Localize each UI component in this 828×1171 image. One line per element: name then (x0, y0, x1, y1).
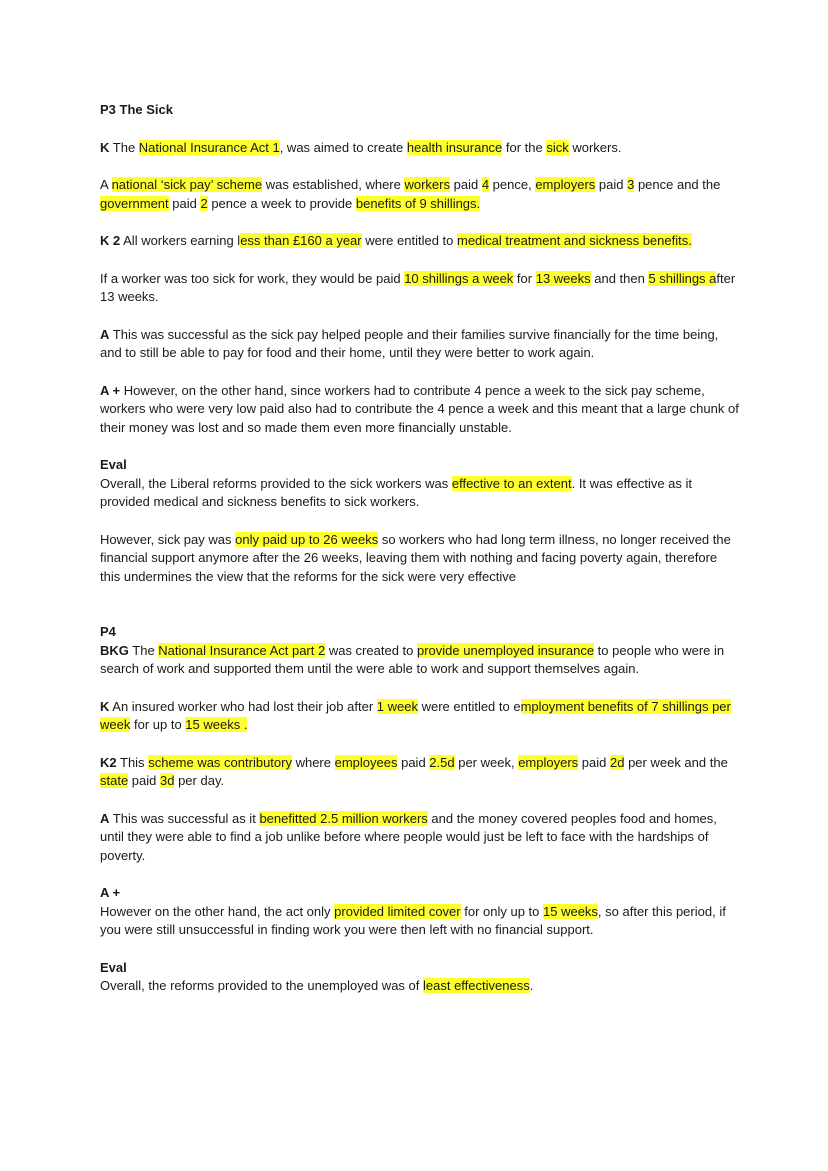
highlight: government (100, 195, 169, 211)
text-run: fter 13 weeks. (100, 270, 736, 304)
highlight: 13 weeks (535, 270, 591, 286)
paragraph-eval1 (100, 475, 740, 512)
paragraph-k1 (100, 139, 740, 158)
label-k: K (100, 139, 110, 155)
text-run: However, sick pay was (100, 531, 236, 547)
text-run: paid (595, 177, 628, 192)
highlight: only paid up to 26 weeks (235, 531, 379, 547)
paragraph-k4 (100, 754, 740, 791)
paragraph-a1plus (100, 382, 740, 438)
text-run: to people who were in search of work and supported them until the were able to work and support themselves again. (100, 642, 725, 676)
text-run: The (109, 139, 139, 155)
highlight: state (100, 773, 129, 788)
label-a-plus-2: A + (100, 885, 121, 900)
paragraph-a2plus (100, 903, 740, 940)
text-run: , so after this period, if you were still unsuccessful in finding work you were then left with no financial support. (100, 903, 726, 937)
text-run: . (529, 978, 534, 993)
highlight: mployment benefits of 7 shillings per week (100, 698, 731, 732)
highlight: 2.5d (429, 754, 455, 770)
text-run: pence and the (634, 177, 721, 192)
text-run: Overall, the reforms provided to the unemployed was of (100, 978, 423, 993)
highlight: workers (404, 177, 450, 192)
highlight: 4 (481, 177, 490, 192)
text-run: where (291, 754, 335, 770)
text-run: paid (578, 754, 610, 770)
paragraph-k2 (100, 232, 740, 251)
label-a: A (100, 326, 110, 342)
highlight: 5 shillings a (648, 270, 717, 286)
highlight: sick (546, 139, 569, 155)
label-k2: K2 (100, 754, 117, 770)
highlight: provided limited cover (334, 903, 461, 919)
label-k: K (100, 698, 110, 714)
label-k2: K 2 (100, 233, 121, 248)
paragraph-k2b (100, 270, 740, 307)
highlight: employees (334, 754, 398, 770)
paragraph-a2 (100, 810, 740, 866)
highlight: 1 week (376, 698, 418, 714)
highlight: 3d (160, 773, 175, 788)
text-run: for up to (130, 717, 186, 732)
text-run: This was successful as it (109, 810, 260, 826)
text-run: for only up to (460, 903, 543, 919)
text-run: per week and the (624, 754, 728, 770)
highlight: 2d (609, 754, 625, 770)
text-run: The (128, 642, 159, 658)
highlight: scheme was contributory (148, 754, 292, 770)
text-run: All workers earning l (120, 233, 241, 248)
label-bkg: BKG (100, 642, 129, 658)
highlight: 15 weeks (543, 903, 598, 919)
text-run: However on the other hand, the act only (100, 903, 335, 919)
highlight: effective to an extent (451, 475, 572, 491)
text-run: However, on the other hand, since workers had to contribute 4 pence a week to the sick pay scheme, workers who were very low paid also had to contribute the 4 pence a week and this meant that a large chunk of their money was lost and so made them even more financially unstable. (100, 382, 739, 435)
label-a: A (100, 810, 110, 826)
section-title-p4: P4 (100, 624, 116, 639)
text-run: workers. (568, 139, 622, 155)
highlight: ess than £160 a year (240, 233, 362, 248)
highlight: benefitted 2.5 million workers (259, 810, 428, 826)
highlight: medical treatment and sickness benefits. (457, 233, 692, 248)
highlight: 2 (200, 195, 208, 211)
text-run: pence, (489, 177, 536, 192)
text-run: paid (397, 754, 430, 770)
text-run: Overall, the Liberal reforms provided to the sick workers was (100, 475, 452, 491)
text-run: paid (168, 195, 201, 211)
highlight: national ‘sick pay’ scheme (111, 177, 263, 192)
text-run: If a worker was too sick for work, they would be paid (100, 270, 405, 286)
text-run: was established, where (262, 177, 405, 192)
label-a-plus: A + (100, 382, 121, 398)
highlight: health insurance (406, 139, 503, 155)
text-run: for (513, 270, 536, 286)
eval-title-1: Eval (100, 457, 127, 472)
highlight: National Insurance Act part 2 (158, 642, 326, 658)
text-run: . It was effective as it provided medical and sickness benefits to sick workers. (100, 475, 693, 509)
document-page (100, 101, 740, 996)
text-run: was created to (325, 642, 417, 658)
highlight: benefits of 9 shillings. (355, 195, 481, 211)
text-run: and then (590, 270, 649, 286)
paragraph-eval2 (100, 977, 740, 996)
highlight: National Insurance Act 1 (138, 139, 280, 155)
paragraph-k1b (100, 176, 740, 213)
highlight: provide unemployed insurance (417, 642, 595, 658)
text-run: An insured worker who had lost their job after (109, 698, 377, 714)
highlight: employers (518, 754, 579, 770)
paragraph-bkg (100, 642, 740, 679)
text-run: so workers who had long term illness, no longer received the financial support anymore after the 26 weeks, leaving them with nothing and facing poverty again, therefore this undermines the view that the reforms for the sick were very effective (100, 531, 731, 584)
highlight: least effectiveness (423, 978, 530, 993)
eval-title-2: Eval (100, 959, 127, 975)
paragraph-k3 (100, 698, 740, 735)
paragraph-eval1b (100, 531, 740, 587)
section-title-p3: P3 The Sick (100, 102, 173, 117)
text-run: were entitled to (361, 233, 457, 248)
text-run: were entitled to e (417, 698, 521, 714)
text-run: This was successful as the sick pay helped people and their families survive financially for the time being, and to still be able to pay for food and their home, until they were better to work again. (100, 326, 719, 360)
paragraph-a1 (100, 326, 740, 363)
text-run: paid (128, 773, 160, 788)
text-run: A (100, 177, 112, 192)
text-run: pence a week to provide (207, 195, 356, 211)
highlight: 10 shillings a week (404, 270, 514, 286)
text-run: paid (450, 177, 482, 192)
highlight: employers (535, 177, 596, 192)
text-run: per week, (454, 754, 519, 770)
text-run: per day. (174, 773, 225, 788)
text-run: and the money covered peoples food and homes, until they were able to find a job unlike before where people would just be left to face with the hardships of poverty. (100, 810, 717, 863)
text-run: for the (502, 139, 547, 155)
text-run: , was aimed to create (279, 139, 407, 155)
highlight: 3 (627, 177, 635, 192)
highlight: 15 weeks . (185, 717, 248, 732)
text-run: This (116, 754, 149, 770)
